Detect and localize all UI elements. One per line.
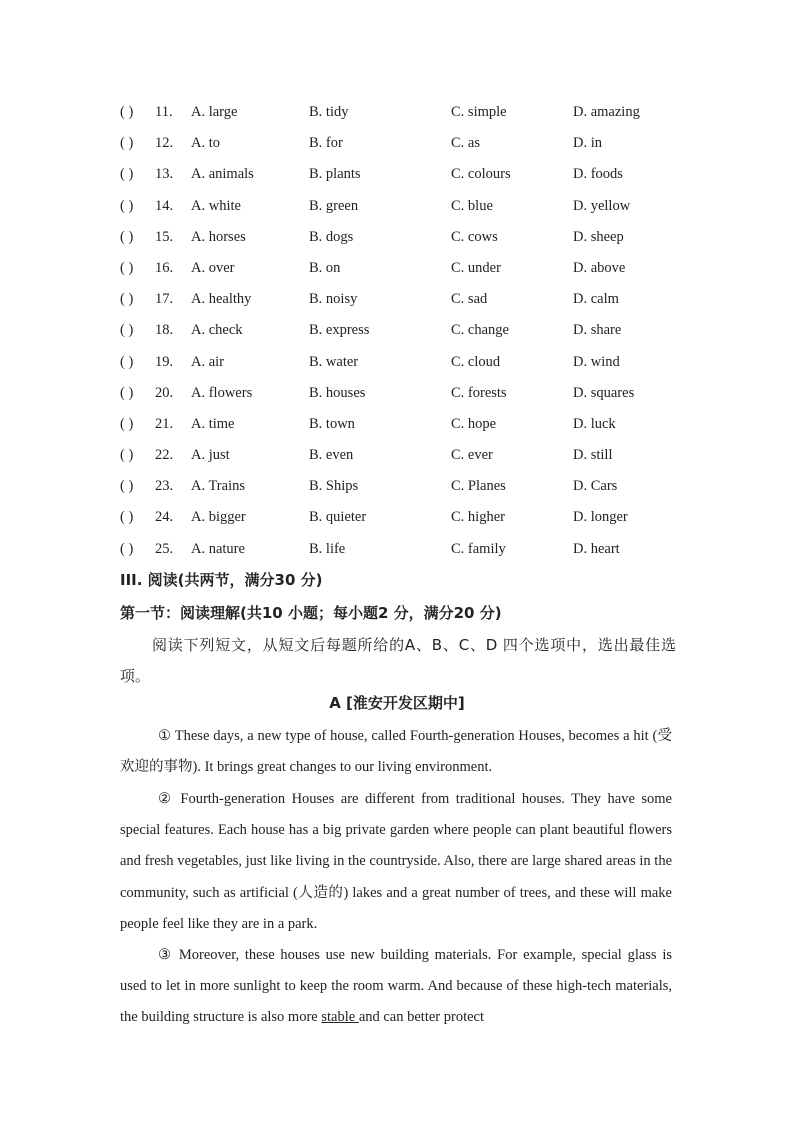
option-a: A. nature (191, 540, 245, 557)
option-a: A. animals (191, 166, 254, 183)
question-number: 14. (155, 197, 174, 214)
question-number: 13. (155, 166, 174, 183)
option-a: A. to (191, 135, 220, 152)
question-list (120, 100, 680, 568)
option-b: B. on (309, 259, 341, 276)
answer-blank: ( ) (120, 415, 134, 432)
option-d: D. yellow (573, 197, 631, 214)
option-a: A. over (191, 259, 235, 276)
option-c: C. Planes (451, 478, 506, 495)
option-b: B. town (309, 415, 355, 432)
option-c: C. simple (451, 104, 507, 120)
section-subheading: 第一节：阅读理解(共10 小题；每小题2 分，满分20 分) (120, 604, 502, 622)
question-number: 18. (155, 322, 174, 339)
paragraph-3-text: ③ Moreover, these houses use new building materials. For example, special glass is used to let in more sunlight to keep the room warm. And because of these high-tech materials, the building structure is also more (120, 947, 672, 1026)
option-c: C. cloud (451, 353, 501, 370)
option-c: C. forests (451, 384, 507, 401)
option-c: C. cows (451, 228, 498, 245)
option-d: D. longer (573, 509, 628, 526)
question-number: 24. (155, 509, 174, 526)
question-number: 23. (155, 478, 174, 495)
option-c: C. change (451, 322, 509, 339)
option-c: C. hope (451, 415, 497, 432)
option-c: C. family (451, 540, 506, 557)
question-row (120, 256, 680, 287)
passage-title: A [淮安开发区期中] (329, 694, 465, 712)
option-a: A. flowers (191, 384, 253, 401)
answer-blank: ( ) (120, 478, 134, 495)
question-row (120, 194, 680, 225)
option-d: D. Cars (573, 478, 618, 495)
paragraph-1: ① These days, a new type of house, called Fourth-generation Houses, becomes a hit (受欢迎的事物). It brings great changes to our living environment. (120, 728, 672, 776)
option-b: B. houses (309, 384, 366, 401)
answer-blank: ( ) (120, 135, 134, 152)
question-number: 20. (155, 384, 174, 401)
answer-blank: ( ) (120, 447, 134, 464)
question-number: 21. (155, 415, 174, 432)
question-row (120, 100, 680, 131)
option-c: C. higher (451, 509, 505, 526)
option-b: B. life (309, 540, 346, 557)
option-a: A. check (191, 322, 243, 339)
option-b: B. water (309, 353, 359, 370)
question-number: 22. (155, 447, 174, 464)
section-heading: III. 阅读(共两节，满分30 分) (120, 571, 323, 589)
answer-blank: ( ) (120, 384, 134, 401)
answer-blank: ( ) (120, 166, 134, 183)
question-row (120, 131, 680, 162)
option-a: A. healthy (191, 291, 252, 308)
question-number: 12. (155, 135, 174, 152)
option-b: B. plants (309, 166, 361, 183)
paragraph-3 (120, 940, 672, 1034)
option-a: A. air (191, 353, 225, 370)
answer-blank: ( ) (120, 353, 134, 370)
option-d: D. wind (573, 353, 620, 370)
instructions: 阅读下列短文，从短文后每题所给的A、B、C、D 四个选项中，选出最佳选项。 (120, 636, 676, 685)
option-b: B. express (309, 322, 370, 339)
question-number: 25. (155, 540, 174, 557)
question-row (120, 474, 680, 505)
answer-blank: ( ) (120, 259, 134, 276)
question-row (120, 162, 680, 193)
answer-blank: ( ) (120, 322, 134, 339)
option-b: B. even (309, 447, 354, 464)
option-d: D. squares (573, 384, 635, 401)
option-c: C. under (451, 259, 501, 276)
option-d: D. in (573, 135, 602, 152)
question-row (120, 537, 680, 568)
question-number: 11. (155, 104, 173, 120)
option-d: D. heart (573, 540, 620, 557)
option-d: D. share (573, 322, 622, 339)
option-a: A. white (191, 197, 241, 214)
option-b: B. Ships (309, 478, 359, 495)
option-d: D. still (573, 447, 613, 464)
option-c: C. sad (451, 291, 488, 308)
option-a: A. horses (191, 228, 246, 245)
question-row (120, 318, 680, 349)
question-row (120, 225, 680, 256)
question-number: 15. (155, 228, 174, 245)
option-a: A. just (191, 447, 230, 464)
option-d: D. above (573, 259, 626, 276)
option-c: C. colours (451, 166, 511, 183)
option-c: C. as (451, 135, 480, 152)
option-b: B. tidy (309, 104, 349, 120)
option-a: A. time (191, 415, 235, 432)
question-number: 16. (155, 259, 174, 276)
option-a: A. large (191, 104, 238, 120)
paragraph-2: ② Fourth-generation Houses are different from traditional houses. They have some special features. Each house has a big private garden where people can plant beautiful flowers and fresh vegetables, just like living in the countryside. Also, there are large shared areas in the community, such as artificial (人造的) lakes and a great number of trees, and these will make people feel like they are in a park. (120, 791, 672, 932)
option-b: B. for (309, 135, 343, 152)
option-d: D. calm (573, 291, 619, 308)
option-c: C. blue (451, 197, 493, 214)
question-row (120, 287, 680, 318)
question-number: 19. (155, 353, 174, 370)
question-number: 17. (155, 291, 174, 308)
question-row (120, 350, 680, 381)
option-a: A. bigger (191, 509, 246, 526)
paragraph-3-text-end: and can better protect (358, 1009, 485, 1026)
answer-blank: ( ) (120, 104, 134, 120)
option-c: C. ever (451, 447, 493, 464)
option-d: D. amazing (573, 104, 640, 120)
option-d: D. luck (573, 415, 616, 432)
option-b: B. green (309, 197, 359, 214)
option-b: B. noisy (309, 291, 358, 308)
option-d: D. sheep (573, 228, 624, 245)
option-a: A. Trains (191, 478, 245, 495)
answer-blank: ( ) (120, 197, 134, 214)
option-d: D. foods (573, 166, 623, 183)
question-row (120, 412, 680, 443)
question-row (120, 381, 680, 412)
answer-blank: ( ) (120, 540, 134, 557)
question-row (120, 505, 680, 536)
answer-blank: ( ) (120, 228, 134, 245)
option-b: B. quieter (309, 509, 367, 526)
option-b: B. dogs (309, 228, 354, 245)
question-row (120, 443, 680, 474)
answer-blank: ( ) (120, 291, 134, 308)
answer-blank: ( ) (120, 509, 134, 526)
underlined-word: stable (321, 1009, 359, 1026)
